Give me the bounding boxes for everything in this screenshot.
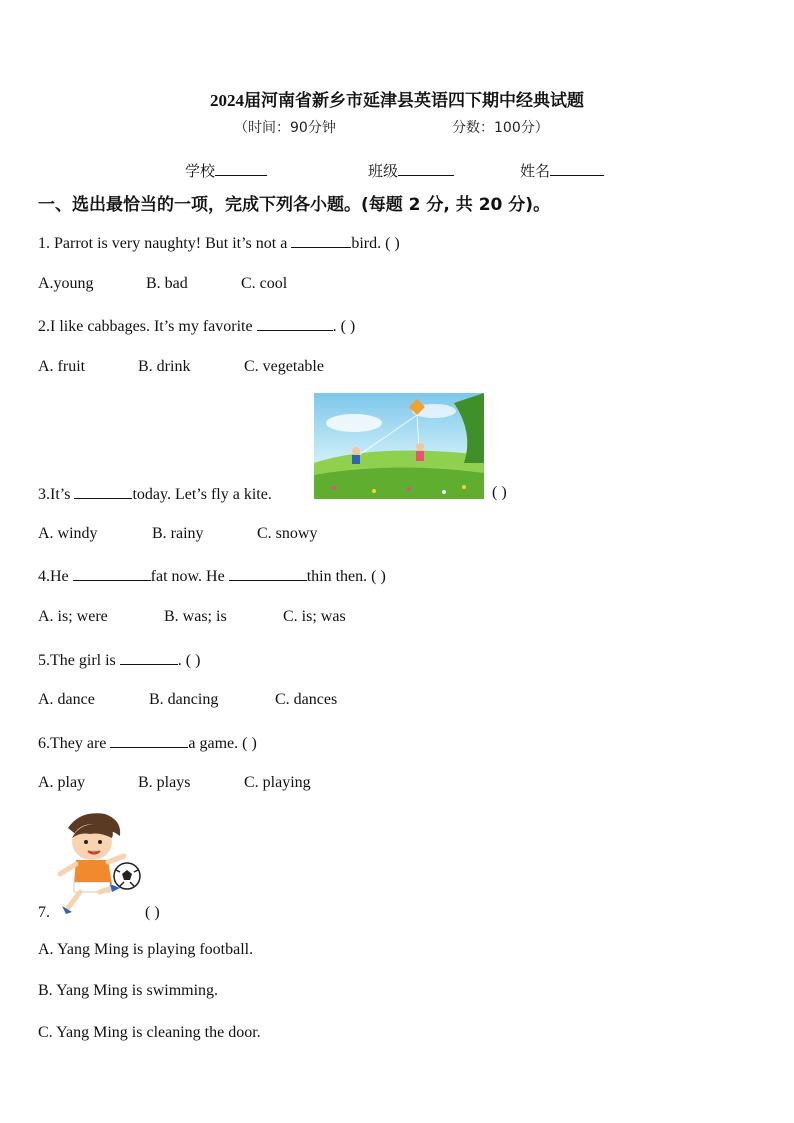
- question-text: .They are: [46, 735, 111, 752]
- question-number: 4: [38, 568, 46, 585]
- question-text: fat now. He: [150, 568, 229, 585]
- option-b: B. drink: [138, 358, 191, 375]
- boy-kicking-football-illustration: [50, 808, 144, 918]
- option-a: A. fruit: [38, 358, 86, 375]
- option-c: C. dances: [275, 691, 338, 708]
- option-a: A. Yang Ming is playing football.: [38, 941, 254, 958]
- answer-blank: [257, 316, 333, 331]
- option-c: C. Yang Ming is cleaning the door.: [38, 1024, 261, 1041]
- name-label: 姓名: [520, 162, 551, 180]
- option-a: A. windy: [38, 525, 98, 542]
- school-label: 学校: [185, 162, 216, 180]
- option-b: B. plays: [138, 774, 191, 791]
- answer-blank: [291, 233, 351, 248]
- option-b: B. dancing: [149, 691, 219, 708]
- kite-flying-illustration: [314, 393, 484, 499]
- option-a: A. play: [38, 774, 86, 791]
- question-text: today. Let’s fly a kite.: [132, 486, 272, 503]
- option-c: C. is; was: [283, 608, 346, 625]
- answer-paren: ( ): [492, 484, 507, 501]
- answer-blank: [73, 566, 151, 581]
- name-field: [520, 160, 604, 181]
- class-field: [368, 160, 454, 181]
- option-b: B. was; is: [164, 608, 227, 625]
- question-5: [38, 650, 200, 670]
- question-4: [38, 566, 386, 586]
- page-title: 2024届河南省新乡市延津县英语四下期中经典试题: [210, 91, 584, 110]
- question-number: 3: [38, 486, 46, 503]
- football-image-svg: [50, 808, 144, 918]
- answer-blank: [229, 566, 307, 581]
- question-text: .: [46, 904, 50, 921]
- option-b: B. bad: [146, 275, 188, 292]
- kite-image-svg: [314, 393, 484, 499]
- question-number: 6: [38, 735, 46, 752]
- school-blank: [215, 161, 267, 176]
- question-6: [38, 733, 257, 753]
- answer-blank: [74, 484, 132, 499]
- time-label: （时间：90分钟: [234, 120, 336, 136]
- question-7: [38, 904, 50, 922]
- class-label: 班级: [368, 162, 399, 180]
- option-a: A.young: [38, 275, 94, 292]
- option-b: B. rainy: [152, 525, 204, 542]
- answer-paren: ( ): [145, 904, 160, 921]
- section-heading: 一、选出最恰当的一项，完成下列各小题。(每题 2 分, 共 20 分)。: [38, 195, 551, 215]
- question-text: .The girl is: [46, 652, 120, 669]
- option-c: C. snowy: [257, 525, 318, 542]
- question-2: [38, 316, 355, 336]
- question-3: [38, 484, 272, 504]
- question-text: thin then. ( ): [306, 568, 386, 585]
- question-text: a game. ( ): [188, 735, 257, 752]
- question-text: .It’s: [46, 486, 75, 503]
- class-blank: [398, 161, 454, 176]
- score-label: 分数：100分）: [452, 120, 549, 136]
- option-b: B. Yang Ming is swimming.: [38, 982, 219, 999]
- question-number: 7: [38, 904, 46, 921]
- option-c: C. cool: [241, 275, 288, 292]
- question-text: . Parrot is very naughty! But it’s not a: [46, 235, 292, 252]
- option-a: A. is; were: [38, 608, 108, 625]
- option-c: C. vegetable: [244, 358, 324, 375]
- question-text: .I like cabbages. It’s my favorite: [46, 318, 257, 335]
- question-text: . ( ): [332, 318, 356, 335]
- answer-blank: [120, 650, 178, 665]
- option-a: A. dance: [38, 691, 95, 708]
- name-blank: [550, 161, 604, 176]
- option-c: C. playing: [244, 774, 311, 791]
- question-number: 5: [38, 652, 46, 669]
- question-1: [38, 233, 400, 253]
- question-text: bird. ( ): [351, 235, 400, 252]
- question-text: . ( ): [177, 652, 201, 669]
- question-text: .He: [46, 568, 73, 585]
- question-number: 2: [38, 318, 46, 335]
- school-field: [185, 160, 267, 181]
- question-number: 1: [38, 235, 46, 252]
- answer-blank: [110, 733, 188, 748]
